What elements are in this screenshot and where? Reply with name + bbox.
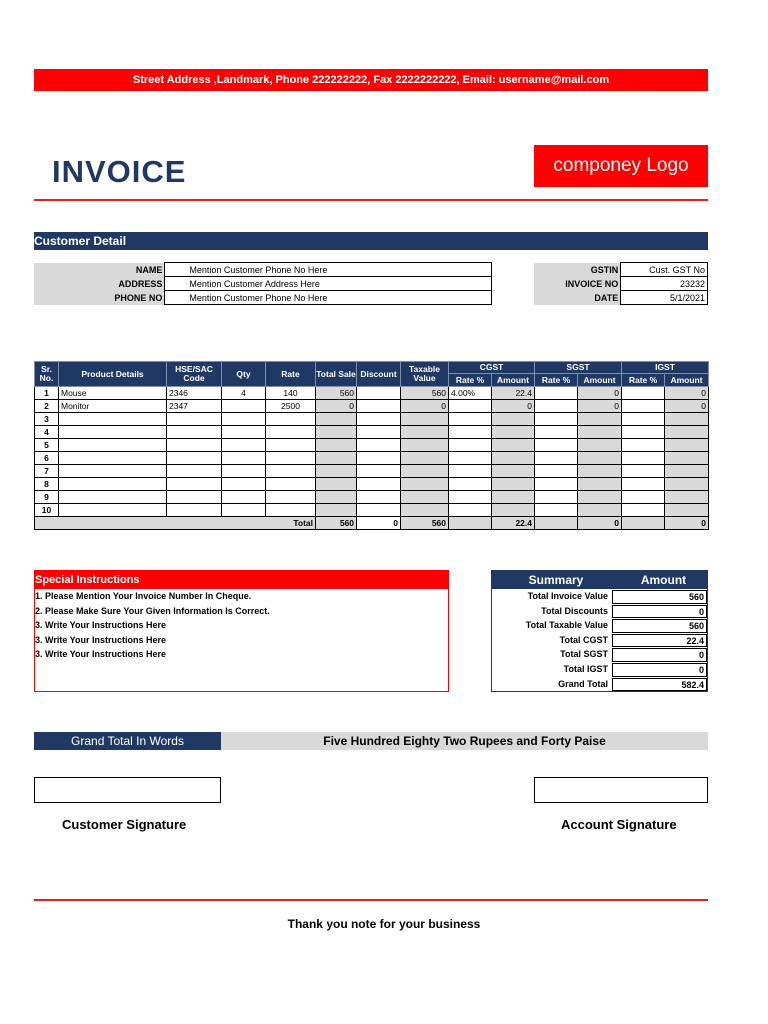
table-row <box>35 426 709 439</box>
invoice-no-label: INVOICE NO <box>534 277 621 291</box>
totals-total-sale: 560 <box>316 517 357 530</box>
summary-value: 560 <box>612 619 707 633</box>
invoice-title: INVOICE <box>52 154 187 189</box>
summary-row-invoice-value <box>492 589 707 604</box>
cell-qty[interactable] <box>222 426 266 439</box>
totals-igst-amount: 0 <box>665 517 709 530</box>
cell-rate[interactable]: 140 <box>266 387 316 400</box>
cell-sgst-amt <box>578 478 622 491</box>
table-row <box>35 413 709 426</box>
company-logo: componey Logo <box>534 145 708 187</box>
cell-hsn[interactable] <box>167 439 222 452</box>
col-header-igst-amount: Amount <box>665 374 709 387</box>
cell-taxable <box>401 452 449 465</box>
instruction-line[interactable]: 1. Please Mention Your Invoice Number In Cheque. <box>35 591 252 601</box>
table-row <box>35 387 709 400</box>
cell-rate[interactable] <box>266 465 316 478</box>
summary-label: Total SGST <box>560 649 608 660</box>
cell-product[interactable]: Monitor <box>59 400 167 413</box>
summary-row-taxable <box>492 618 707 633</box>
cell-igst-amt <box>665 491 709 504</box>
date-field[interactable]: 5/1/2021 <box>621 291 708 305</box>
cell-igst-rate[interactable] <box>622 439 665 452</box>
cell-cgst-amt <box>492 413 535 426</box>
customer-signature-box[interactable] <box>34 777 221 803</box>
totals-discount: 0 <box>357 517 401 530</box>
cell-hsn[interactable] <box>167 478 222 491</box>
summary-value: 22.4 <box>612 634 707 648</box>
cell-cgst-amt <box>492 478 535 491</box>
date-row <box>534 291 708 305</box>
summary-label: Total Discounts <box>541 605 608 616</box>
cell-igst-amt: 0 <box>665 400 709 413</box>
thank-you-note: Thank you note for your business <box>287 917 481 931</box>
cell-igst-rate[interactable] <box>622 491 665 504</box>
cell-cgst-amt <box>492 426 535 439</box>
gstin-row <box>534 263 708 277</box>
account-signature-box[interactable] <box>534 777 708 803</box>
col-header-cgst-rate: Rate % <box>449 374 492 387</box>
cell-taxable <box>401 491 449 504</box>
col-header-product: Product Details <box>59 362 167 387</box>
cell-sr: 8 <box>35 478 59 491</box>
table-row <box>35 439 709 452</box>
table-row <box>35 491 709 504</box>
col-header-sgst-rate: Rate % <box>535 374 578 387</box>
table-row <box>35 452 709 465</box>
cell-discount[interactable] <box>357 465 401 478</box>
cell-qty[interactable] <box>222 491 266 504</box>
company-address-bar: Street Address ,Landmark, Phone 222222222, Fax 2222222222, Email: username@mail.com <box>34 69 708 91</box>
instruction-line[interactable]: 3. Write Your Instructions Here <box>35 649 167 659</box>
cell-qty[interactable] <box>222 439 266 452</box>
summary-title: Summary <box>528 573 584 587</box>
customer-name-row <box>34 263 492 277</box>
cell-sgst-amt: 0 <box>578 400 622 413</box>
table-row <box>35 465 709 478</box>
summary-label: Grand Total <box>558 678 608 689</box>
cell-total-sale: 0 <box>316 400 357 413</box>
footer-divider <box>34 899 708 901</box>
cell-cgst-rate[interactable] <box>449 452 492 465</box>
customer-info-table <box>34 262 492 305</box>
cell-sgst-rate[interactable] <box>535 465 578 478</box>
col-header-discount: Discount <box>357 362 401 387</box>
customer-name-field[interactable]: Mention Customer Phone No Here <box>165 263 492 277</box>
cell-cgst-rate[interactable] <box>449 504 492 517</box>
cell-igst-rate[interactable] <box>622 400 665 413</box>
cell-sr: 3 <box>35 413 59 426</box>
col-header-total-sale: Total Sale <box>316 362 357 387</box>
cell-sgst-rate[interactable] <box>535 413 578 426</box>
cell-total-sale: 560 <box>316 387 357 400</box>
col-header-taxable: Taxable Value <box>401 362 449 387</box>
cell-qty[interactable] <box>222 465 266 478</box>
totals-row <box>35 517 709 530</box>
totals-label: Total <box>35 517 316 530</box>
cell-sr: 9 <box>35 491 59 504</box>
cell-total-sale <box>316 413 357 426</box>
cell-taxable <box>401 465 449 478</box>
cell-sr: 1 <box>35 387 59 400</box>
cell-sgst-rate[interactable] <box>535 491 578 504</box>
cell-discount[interactable] <box>357 387 401 400</box>
cell-cgst-rate[interactable] <box>449 439 492 452</box>
cell-sr: 2 <box>35 400 59 413</box>
cell-igst-amt: 0 <box>665 387 709 400</box>
cell-cgst-amt <box>492 504 535 517</box>
cell-total-sale <box>316 465 357 478</box>
grand-total-words-label: Grand Total In Words <box>34 732 221 750</box>
cell-discount[interactable] <box>357 413 401 426</box>
summary-label: Total CGST <box>559 634 608 645</box>
cell-sgst-rate[interactable] <box>535 400 578 413</box>
customer-signature-label: Customer Signature <box>62 817 187 832</box>
cell-sgst-amt: 0 <box>578 387 622 400</box>
summary-row-cgst <box>492 633 707 648</box>
cell-igst-amt <box>665 439 709 452</box>
summary-label: Total IGST <box>563 663 608 674</box>
cell-rate[interactable] <box>266 478 316 491</box>
cell-sgst-amt <box>578 413 622 426</box>
cell-hsn[interactable] <box>167 413 222 426</box>
cell-sgst-rate[interactable] <box>535 426 578 439</box>
cell-discount[interactable] <box>357 400 401 413</box>
customer-name-label: NAME <box>34 263 165 277</box>
cell-igst-rate[interactable] <box>622 426 665 439</box>
cell-product[interactable] <box>59 452 167 465</box>
cell-total-sale <box>316 452 357 465</box>
customer-address-field[interactable]: Mention Customer Address Here <box>165 277 492 291</box>
cell-total-sale <box>316 478 357 491</box>
col-header-qty: Qty <box>222 362 266 387</box>
cell-igst-amt <box>665 452 709 465</box>
cell-total-sale <box>316 491 357 504</box>
cell-igst-rate[interactable] <box>622 413 665 426</box>
cell-igst-amt <box>665 478 709 491</box>
instruction-line[interactable]: 3. Write Your Instructions Here <box>35 634 167 645</box>
date-label: DATE <box>534 291 621 305</box>
cell-cgst-amt <box>492 491 535 504</box>
col-header-igst: IGST <box>622 362 709 374</box>
cell-taxable <box>401 504 449 517</box>
special-instructions-box <box>34 570 449 692</box>
cell-qty[interactable]: 4 <box>222 387 266 400</box>
cell-cgst-rate[interactable] <box>449 491 492 504</box>
cell-igst-amt <box>665 504 709 517</box>
summary-panel <box>491 570 708 692</box>
cell-igst-rate[interactable] <box>622 478 665 491</box>
invoice-info-table <box>534 262 708 305</box>
cell-rate[interactable] <box>266 491 316 504</box>
cell-taxable <box>401 426 449 439</box>
cell-product[interactable] <box>59 413 167 426</box>
cell-qty[interactable] <box>222 452 266 465</box>
table-row <box>35 478 709 491</box>
totals-cgst-rate <box>449 517 492 530</box>
line-items-table <box>34 361 709 530</box>
totals-igst-rate <box>622 517 665 530</box>
cell-product[interactable] <box>59 504 167 517</box>
cell-discount[interactable] <box>357 491 401 504</box>
summary-header <box>492 571 707 589</box>
header-divider <box>34 199 708 201</box>
cell-discount[interactable] <box>357 452 401 465</box>
cell-cgst-rate[interactable] <box>449 400 492 413</box>
col-header-cgst-amount: Amount <box>492 374 535 387</box>
cell-sr: 10 <box>35 504 59 517</box>
cell-product[interactable] <box>59 465 167 478</box>
instruction-line[interactable]: 3. Write Your Instructions Here <box>35 620 167 630</box>
cell-rate[interactable] <box>266 452 316 465</box>
customer-phone-row <box>34 291 492 305</box>
account-signature-label: Account Signature <box>561 817 677 832</box>
cell-discount[interactable] <box>357 504 401 517</box>
cell-cgst-rate[interactable] <box>449 478 492 491</box>
table-row <box>35 400 709 413</box>
cell-cgst-amt <box>492 452 535 465</box>
customer-detail-header: Customer Detail <box>34 232 708 250</box>
totals-taxable: 560 <box>401 517 449 530</box>
summary-label: Total Invoice Value <box>527 591 608 601</box>
cell-total-sale <box>316 504 357 517</box>
cell-igst-amt <box>665 465 709 478</box>
col-header-sgst-amount: Amount <box>578 374 622 387</box>
summary-value: 0 <box>612 605 707 619</box>
summary-value: 582.4 <box>612 678 707 692</box>
cell-hsn[interactable] <box>167 426 222 439</box>
cell-sr: 5 <box>35 439 59 452</box>
cell-rate[interactable] <box>266 439 316 452</box>
customer-address-label: ADDRESS <box>34 277 165 291</box>
summary-amount-header: Amount <box>640 573 687 587</box>
cell-igst-rate[interactable] <box>622 452 665 465</box>
cell-sr: 4 <box>35 426 59 439</box>
cell-cgst-amt: 0 <box>492 400 535 413</box>
cell-taxable <box>401 413 449 426</box>
cell-sgst-rate[interactable] <box>535 504 578 517</box>
instruction-line[interactable]: 2. Please Make Sure Your Given Information Is Correct. <box>35 605 270 616</box>
summary-row-sgst <box>492 647 707 662</box>
totals-sgst-amount: 0 <box>578 517 622 530</box>
col-header-sr: Sr. No. <box>35 362 59 387</box>
cell-cgst-rate[interactable] <box>449 465 492 478</box>
col-header-hsn: HSE/SAC Code <box>167 362 222 387</box>
cell-cgst-amt: 22.4 <box>492 387 535 400</box>
customer-phone-label: PHONE NO <box>34 291 165 305</box>
cell-taxable: 0 <box>401 400 449 413</box>
cell-sgst-amt <box>578 504 622 517</box>
totals-sgst-rate <box>535 517 578 530</box>
cell-sgst-amt <box>578 465 622 478</box>
cell-rate[interactable]: 2500 <box>266 400 316 413</box>
cell-discount[interactable] <box>357 426 401 439</box>
cell-igst-rate[interactable] <box>622 387 665 400</box>
customer-phone-field[interactable]: Mention Customer Phone No Here <box>165 291 492 305</box>
cell-sgst-rate[interactable] <box>535 387 578 400</box>
special-instructions-title: Special Instructions <box>35 571 448 589</box>
cell-sgst-rate[interactable] <box>535 452 578 465</box>
cell-taxable <box>401 478 449 491</box>
col-header-cgst: CGST <box>449 362 535 374</box>
summary-value: 560 <box>612 590 707 604</box>
gstin-label: GSTIN <box>534 263 621 277</box>
cell-total-sale <box>316 439 357 452</box>
invoice-no-row <box>534 277 708 291</box>
cell-cgst-rate[interactable]: 4.00% <box>449 387 492 400</box>
cell-hsn[interactable] <box>167 452 222 465</box>
cell-igst-amt <box>665 426 709 439</box>
summary-row-igst <box>492 662 707 677</box>
invoice-no-field[interactable]: 23232 <box>621 277 708 291</box>
cell-qty[interactable] <box>222 400 266 413</box>
summary-value: 0 <box>612 648 707 662</box>
cell-rate[interactable] <box>266 504 316 517</box>
summary-label: Total Taxable Value <box>525 620 608 631</box>
cell-cgst-rate[interactable] <box>449 413 492 426</box>
cell-sgst-amt <box>578 491 622 504</box>
cell-sr: 7 <box>35 465 59 478</box>
cell-igst-amt <box>665 413 709 426</box>
col-header-rate: Rate <box>266 362 316 387</box>
cell-cgst-rate[interactable] <box>449 426 492 439</box>
cell-product[interactable]: Mouse <box>59 387 167 400</box>
totals-cgst-amount: 22.4 <box>492 517 535 530</box>
cell-hsn[interactable] <box>167 491 222 504</box>
cell-discount[interactable] <box>357 439 401 452</box>
summary-row-discounts <box>492 604 707 619</box>
table-row <box>35 504 709 517</box>
cell-qty[interactable] <box>222 413 266 426</box>
cell-sgst-rate[interactable] <box>535 439 578 452</box>
cell-sgst-amt <box>578 426 622 439</box>
cell-product[interactable] <box>59 491 167 504</box>
cell-product[interactable] <box>59 426 167 439</box>
cell-hsn[interactable] <box>167 465 222 478</box>
cell-sgst-amt <box>578 439 622 452</box>
summary-row-grand-total <box>492 677 707 692</box>
cell-product[interactable] <box>59 478 167 491</box>
cell-taxable: 560 <box>401 387 449 400</box>
cell-rate[interactable] <box>266 426 316 439</box>
cell-sgst-rate[interactable] <box>535 478 578 491</box>
cell-sgst-amt <box>578 452 622 465</box>
cell-qty[interactable] <box>222 478 266 491</box>
summary-value: 0 <box>612 663 707 677</box>
cell-qty[interactable] <box>222 504 266 517</box>
cell-cgst-amt <box>492 465 535 478</box>
cell-total-sale <box>316 426 357 439</box>
cell-rate[interactable] <box>266 413 316 426</box>
customer-address-row <box>34 277 492 291</box>
grand-total-words-value: Five Hundred Eighty Two Rupees and Forty Paise <box>221 732 708 750</box>
cell-sr: 6 <box>35 452 59 465</box>
cell-hsn[interactable] <box>167 504 222 517</box>
cell-cgst-amt <box>492 439 535 452</box>
col-header-igst-rate: Rate % <box>622 374 665 387</box>
cell-hsn[interactable]: 2347 <box>167 400 222 413</box>
col-header-sgst: SGST <box>535 362 622 374</box>
cell-taxable <box>401 439 449 452</box>
cell-product[interactable] <box>59 439 167 452</box>
cell-hsn[interactable]: 2346 <box>167 387 222 400</box>
cell-discount[interactable] <box>357 478 401 491</box>
gstin-field[interactable]: Cust. GST No <box>621 263 708 277</box>
cell-igst-rate[interactable] <box>622 504 665 517</box>
cell-igst-rate[interactable] <box>622 465 665 478</box>
